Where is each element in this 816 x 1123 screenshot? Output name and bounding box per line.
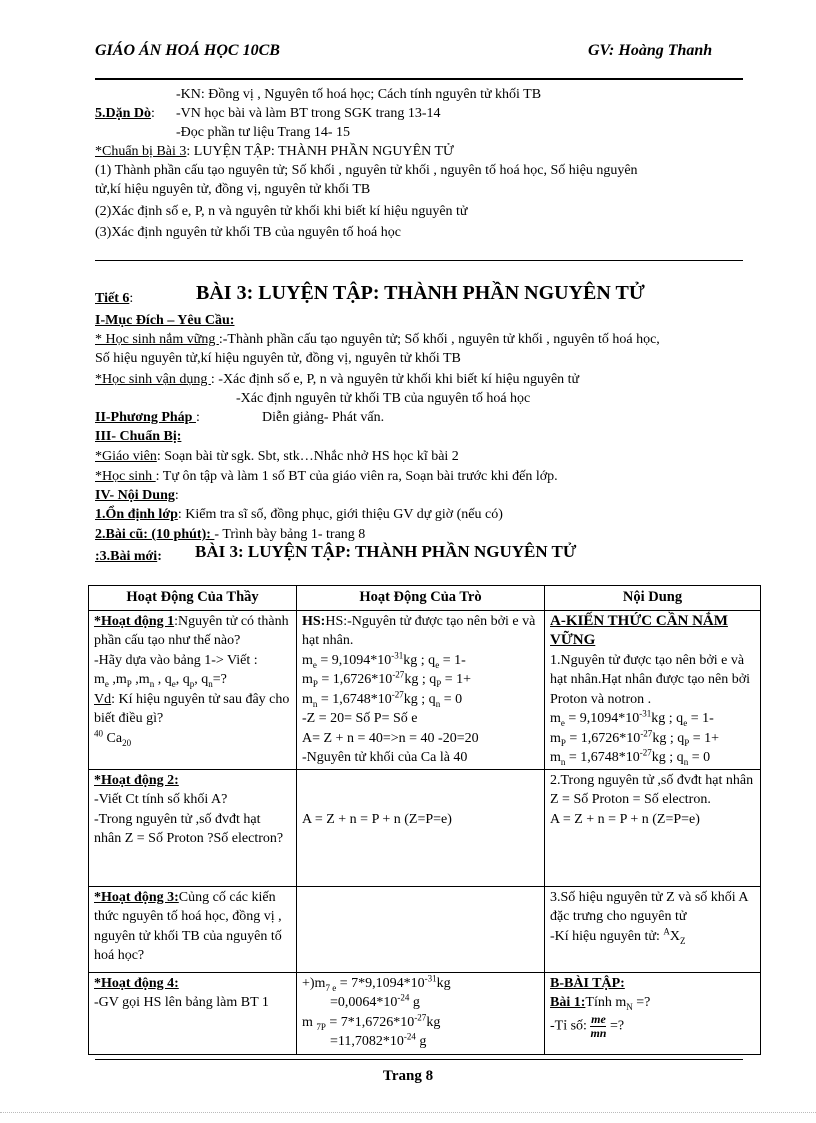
top-l1b: tử,kí hiệu nguyên tử, đồng vị, nguyên tử khối TB: [95, 182, 371, 197]
top-dando: 5.Dặn Dò:: [95, 106, 155, 121]
table-row: [89, 610, 761, 769]
bai-moi: :3.Bài mới:: [95, 549, 162, 564]
top-l3: (3)Xác định nguyên tử khối TB của nguyên tố hoá học: [95, 225, 401, 240]
hs-van-dung-2: -Xác định nguyên tử khối TB của nguyên tố hoá học: [236, 391, 531, 406]
section-divider: [95, 260, 743, 261]
r4-content: B-BÀI TẬP: Bài 1:Tính $m_N$ =? -Tỉ số: $\frac{me}{mn}$ =?: [545, 972, 761, 1054]
r2-content: 2.Trong nguyên tử ,số đvđt hạt nhân Z = Số Proton = Số electron. A = Z + n = P + n (Z=P=e): [545, 769, 761, 886]
top-vn: -VN học bài và làm BT trong SGK trang 13-14: [176, 106, 441, 121]
top-kn: -KN: Đồng vị , Nguyên tố hoá học; Cách tính nguyên tử khối TB: [176, 87, 542, 102]
r2-teacher: *Hoạt động 2: -Viết Ct tính số khối A? -Trong nguyên tử ,số đvđt hạt nhân Z = Số Proton ?Số electron?: [89, 769, 297, 886]
page-edge: [0, 1112, 816, 1113]
top-l2: (2)Xác định số e, P, n và nguyên tử khối khi biết kí hiệu nguyên tử: [95, 204, 468, 219]
muc-dich: I-Mục Đích – Yêu Cầu:: [95, 313, 235, 328]
r3-content: 3.Số hiệu nguyên tử Z và số khối A đặc trưng cho nguyên tử -Kí hiệu nguyên tử: $^AX_Z$: [545, 886, 761, 972]
col-header-content: Nội Dung: [545, 586, 761, 611]
top-l1a: (1) Thành phần cấu tạo nguyên tử; Số khối , nguyên tử khối , nguyên tố hoá học, Số hiệu nguyên: [95, 163, 638, 178]
lesson-title: BÀI 3: LUYỆN TẬP: THÀNH PHẦN NGUYÊN TỬ: [196, 282, 645, 304]
table-row: [89, 886, 761, 972]
phuong-phap: II-Phương Pháp :: [95, 410, 200, 425]
giao-vien: *Giáo viên: Soạn bài từ sgk. Sbt, stk…Nhắc nhở HS học kĩ bài 2: [95, 449, 459, 464]
col-header-student: Hoạt Động Của Trò: [297, 586, 545, 611]
top-chuanbi: *Chuẩn bị Bài 3: LUYỆN TẬP: THÀNH PHẦN NGUYÊN TỬ: [95, 144, 454, 159]
hoc-sinh: *Học sinh : Tự ôn tập và làm 1 số BT của giáo viên ra, Soạn bài trước khi đến lớp.: [95, 469, 558, 484]
lesson-table: [88, 585, 761, 1055]
r1-student: HS:HS:-Nguyên tử được tạo nên bởi e và hạt nhân. $m_e = 9,1094*10^{-31}kg$ ; $q_e = 1-$ $m_P = 1,6726*10^{-27}kg$ ; $q_P = 1+$ $m_n = 1,6748*10^{-27}kg$ ; $q_n = 0$ -Z = 20= Số P= Số e A= Z + n = 40=>n = 40 -20=20 -Nguyên tử khối của Ca là 40: [297, 610, 545, 769]
lesson-tiet: Tiết 6:: [95, 291, 134, 306]
phuong-phap-text: Diễn giảng- Phát vấn.: [262, 410, 385, 425]
table-row: [89, 769, 761, 886]
noi-dung: IV- Nội Dung:: [95, 488, 179, 503]
chuan-bi: III- Chuẩn Bị:: [95, 429, 182, 444]
ratio-fraction: $\frac{me}{mn}$: [590, 1011, 607, 1040]
header-left: GIÁO ÁN HOÁ HỌC 10CB: [95, 42, 280, 59]
bai-moi-title: BÀI 3: LUYỆN TẬP: THÀNH PHẦN NGUYÊN TỬ: [195, 542, 577, 561]
hs-nam-vung-2: Số hiệu nguyên tử,kí hiệu nguyên tử, đồng vị, nguyên tử khối TB: [95, 351, 461, 366]
r2-student: A = Z + n = P + n (Z=P=e): [297, 769, 545, 886]
on-dinh-lop: 1.Ổn định lớp: Kiểm tra sĩ số, đồng phục, giới thiệu GV dự giờ (nếu có): [95, 507, 503, 522]
r1-teacher: *Hoạt động 1:Nguyên tử có thành phần cấu tạo như thế nào? -Hãy dựa vào bảng 1-> Viết : $m_e$ $,m_P$ $,m_n$ , $q_e$, $q_p$, $q_n=$? Vd: Kí hiệu nguyên tử sau đây cho biết điều gì? $^{40}$ $Ca_{20}$: [89, 610, 297, 769]
header-right: GV: Hoàng Thanh: [588, 42, 713, 59]
hs-van-dung: *Học sinh vận dụng : -Xác định số e, P, n và nguyên tử khối khi biết kí hiệu nguyên tử: [95, 372, 580, 387]
table-row: [89, 972, 761, 1054]
r1-content: A-KIẾN THỨC CẦN NẮM VỮNG 1.Nguyên tử được tạo nên bởi e và hạt nhân.Hạt nhân được tạo nên bởi Proton và notron . $m_e = 9,1094*10^{-31}kg$ ; $q_e = 1-$ $m_P = 1,6726*10^{-27}kg$ ; $q_P = 1+$ $m_n = 1,6748*10^{-27}kg$ ; $q_n = 0$: [545, 610, 761, 769]
header-divider: [95, 78, 743, 80]
table-header-row: [89, 586, 761, 611]
footer-divider: [95, 1059, 743, 1060]
r4-student: $+)m_{7 e} = 7*9,1094*10^{-31}kg$ $=0,0064*10^{-24}$ g m $_{7P} = 7*1,6726*10^{-27}kg$ $=11,7082*10^{-24}$ g: [297, 972, 545, 1054]
bai-cu: 2.Bài cũ: (10 phút): - Trình bày bảng 1- trang 8: [95, 527, 366, 542]
r3-student: [297, 886, 545, 972]
col-header-teacher: Hoạt Động Của Thầy: [89, 586, 297, 611]
r3-teacher: *Hoạt động 3:Củng cố các kiến thức nguyên tố hoá học, đồng vị , nguyên tử khối TB của nguyên tố hoá học?: [89, 886, 297, 972]
page-number: Trang 8: [382, 1068, 434, 1084]
r4-teacher: *Hoạt động 4: -GV gọi HS lên bảng làm BT 1: [89, 972, 297, 1054]
top-doc: -Đọc phần tư liệu Trang 14- 15: [176, 125, 351, 140]
hs-nam-vung: * Học sinh nắm vững :-Thành phần cấu tạo nguyên tử; Số khối , nguyên tử khối , nguyên tố hoá học,: [95, 332, 660, 347]
